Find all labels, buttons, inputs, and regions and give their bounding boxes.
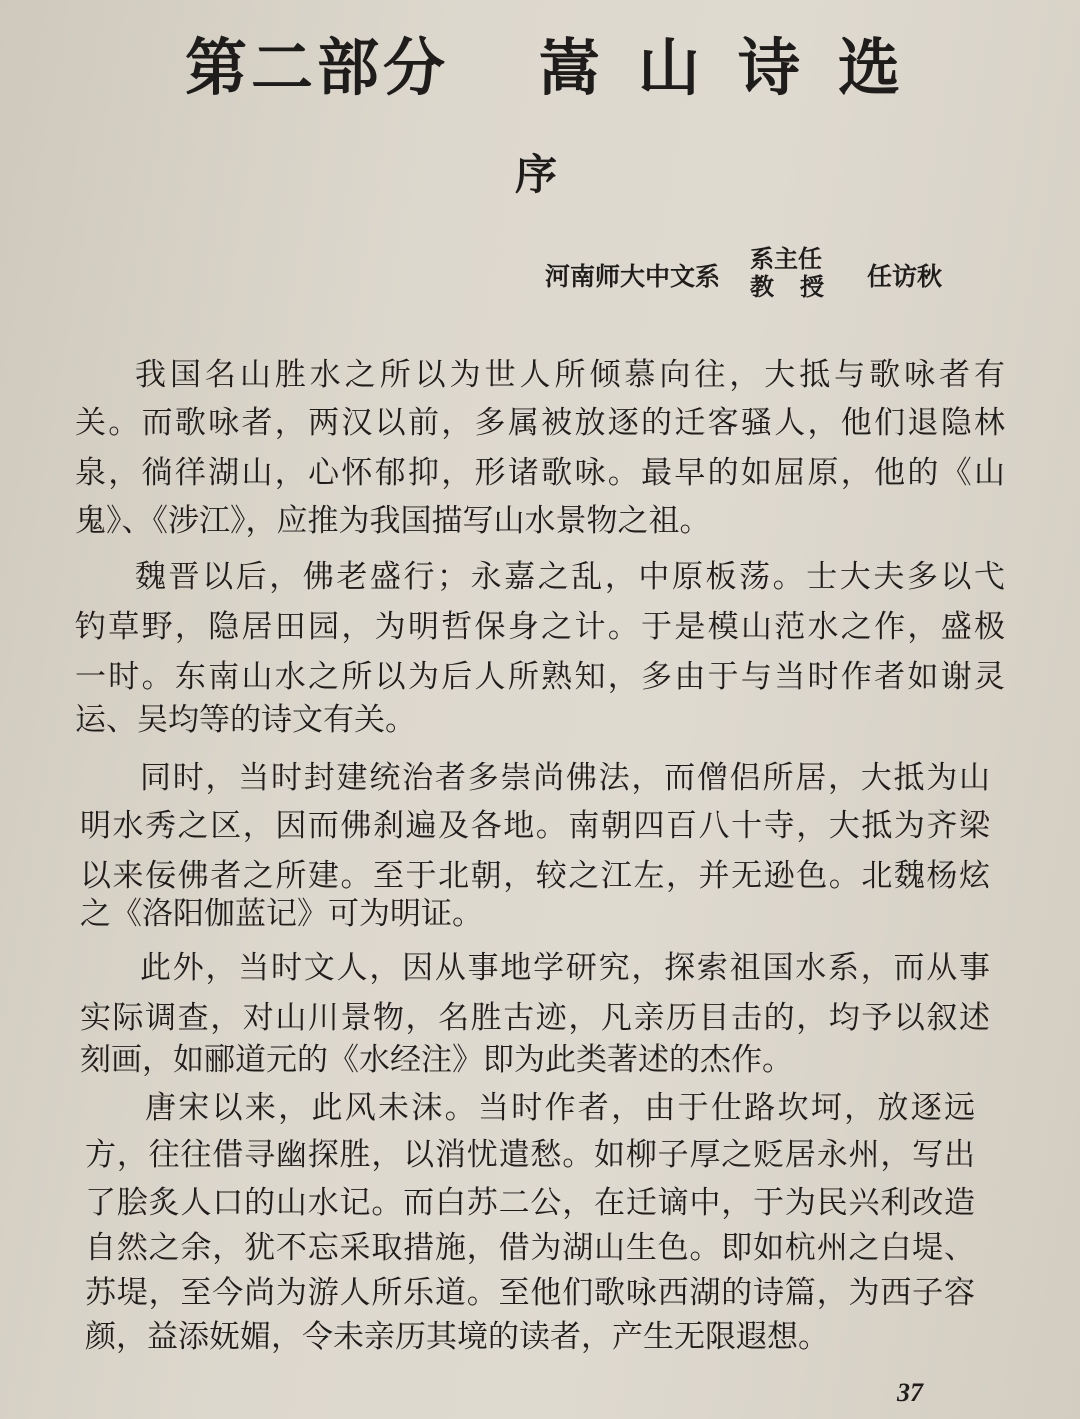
paragraph-4-line: 实际调查，对山川景物，名胜古迹，凡亲历目击的，均予以叙述	[80, 1000, 990, 1036]
author-role-line2: 教授	[750, 272, 850, 301]
paragraph-1-line: 泉，徜徉湖山，心怀郁抑，形诸歌咏。最早的如屈原，他的《山	[75, 455, 1005, 491]
section-title: 嵩山诗选	[537, 31, 938, 104]
paragraph-1-line: 鬼》、《涉江》，应推为我国描写山水景物之祖。	[75, 503, 711, 539]
paragraph-1-line: 我国名山胜水之所以为世人所倾慕向往，大抵与歌咏者有	[135, 357, 1005, 393]
paragraph-2-line: 魏晋以后，佛老盛行；永嘉之乱，中原板荡。士大夫多以弋	[135, 559, 1005, 595]
paragraph-5-line: 唐宋以来，此风未沫。当时作者，由于仕路坎坷，放逐远	[145, 1090, 975, 1126]
paragraph-5-line: 方，往往借寻幽探胜，以消忧遣愁。如柳子厚之贬居永州，写出	[85, 1137, 975, 1173]
paragraph-3-line: 以来佞佛者之所建。至于北朝，较之江左，并无逊色。北魏杨炫	[80, 858, 990, 894]
paragraph-5-line: 了脍炙人口的山水记。而白苏二公，在迁谪中，于为民兴利改造	[85, 1185, 975, 1221]
paragraph-4-line: 此外，当时文人，因从事地学研究，探索祖国水系，而从事	[140, 950, 990, 986]
author-role-line1: 系主任	[750, 244, 822, 273]
paragraph-4-line: 刻画，如郦道元的《水经注》即为此类著述的杰作。	[80, 1042, 793, 1078]
paragraph-5-line: 苏堤，至今尚为游人所乐道。至他们歌咏西湖的诗篇，为西子容	[85, 1275, 975, 1311]
author-name: 任访秋	[867, 262, 943, 291]
preface-heading: 序	[515, 150, 558, 199]
author-department: 河南师大中文系	[545, 262, 721, 291]
part-label: 第二部分	[185, 31, 450, 104]
part-title	[185, 18, 938, 107]
paragraph-5-line: 颜，益添妩媚，令未亲历其境的读者，产生无限遐想。	[85, 1319, 829, 1355]
paragraph-2-line: 一时。东南山水之所以为后人所熟知，多由于与当时作者如谢灵	[75, 659, 1005, 695]
paragraph-5-line: 自然之余，犹不忘采取措施，借为湖山生色。即如杭州之白堤、	[85, 1230, 975, 1266]
author-role	[750, 245, 850, 301]
paragraph-1-line: 关。而歌咏者，两汉以前，多属被放逐的迁客骚人，他们退隐林	[75, 405, 1005, 441]
page-number: 37	[897, 1378, 923, 1407]
paragraph-3-line: 之《洛阳伽蓝记》可为明证。	[80, 896, 483, 932]
paragraph-3-line: 明水秀之区，因而佛刹遍及各地。南朝四百八十寺，大抵为齐梁	[80, 808, 990, 844]
paragraph-3-line: 同时，当时封建统治者多崇尚佛法，而僧侣所居，大抵为山	[140, 760, 990, 796]
paragraph-2-line: 钓草野，隐居田园，为明哲保身之计。于是模山范水之作，盛极	[75, 609, 1005, 645]
paragraph-2-line: 运、吴均等的诗文有关。	[75, 702, 416, 738]
